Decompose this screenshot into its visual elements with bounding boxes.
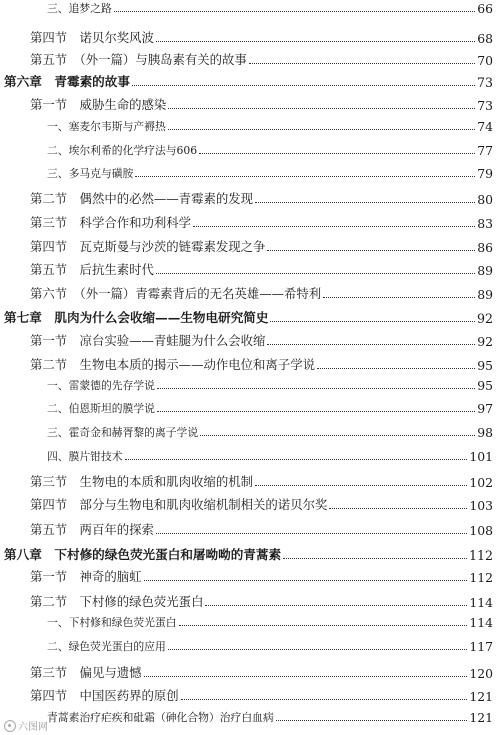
toc-page-number: 114 [469, 615, 493, 630]
toc-entry-sub[interactable] [0, 639, 501, 654]
dot-leader [255, 485, 467, 486]
toc-entry-section[interactable] [0, 355, 501, 373]
toc-page-number: 77 [477, 143, 493, 158]
dot-leader [329, 508, 467, 509]
toc-entry-section[interactable] [0, 50, 501, 68]
toc-page-number: 95 [477, 378, 493, 393]
dot-leader [156, 273, 475, 274]
toc-entry-title: 第四节 诺贝尔奖风波 [30, 30, 154, 45]
toc-entry-title: 第一节 神奇的脑虹 [30, 569, 142, 584]
toc-entry-title: 第三节 生物电的本质和肌肉收缩的机制 [30, 474, 254, 489]
toc-page-number: 89 [477, 263, 493, 278]
toc-page-number: 120 [469, 666, 493, 681]
toc-entry-title: 三、追梦之路 [47, 2, 112, 15]
dot-leader [267, 344, 475, 345]
toc-page-number: 95 [477, 358, 493, 373]
toc-entry-section[interactable] [0, 237, 501, 255]
toc-entry-sub[interactable] [0, 615, 501, 630]
toc-entry-section[interactable] [0, 567, 501, 585]
toc-entry-title: 二、埃尔利希的化学疗法与606 [47, 144, 198, 157]
toc-page-number: 74 [477, 119, 493, 134]
toc-entry-title: 第三节 偏见与遗憾 [30, 665, 142, 680]
toc-entry-title: 二、绿色荧光蛋白的应用 [47, 640, 166, 653]
toc-entry-title: 第八章 下村修的绿色荧光蛋白和屠呦呦的青蒿素 [4, 547, 282, 562]
toc-entry-chapter[interactable] [0, 307, 501, 326]
dot-leader [144, 676, 468, 677]
toc-entry-sub[interactable] [0, 166, 501, 181]
toc-entry-title: 第五节 两百年的探索 [30, 522, 154, 537]
toc-entry-section[interactable] [0, 495, 501, 513]
dot-leader [168, 108, 475, 109]
toc-entry-title: 青蒿素治疗疟疾和砒霜（砷化合物）治疗白血病 [47, 711, 274, 724]
toc-page-number: 92 [477, 334, 493, 349]
toc-page-number: 108 [469, 523, 493, 538]
dot-leader [156, 533, 467, 534]
toc-page-number: 97 [477, 401, 493, 416]
toc-entry-title: 第二节 下村修的绿色荧光蛋白 [30, 594, 204, 609]
dot-leader [205, 605, 467, 606]
dot-leader [267, 250, 475, 251]
toc-entry-sub[interactable] [0, 378, 501, 393]
toc-entry-section[interactable] [0, 95, 501, 113]
dot-leader [181, 699, 468, 700]
toc-entry-chapter[interactable] [0, 544, 501, 563]
dot-leader [283, 558, 467, 559]
dot-leader [249, 63, 475, 64]
dot-leader [276, 720, 468, 721]
toc-page-number: 102 [469, 475, 493, 490]
dot-leader [199, 153, 475, 154]
toc-entry-chapter[interactable] [0, 71, 501, 90]
dot-leader [135, 176, 475, 177]
toc-entry-title: 二、伯恩斯坦的膜学说 [47, 402, 155, 415]
toc-page-number: 86 [477, 240, 493, 255]
toc-page-number: 114 [469, 595, 493, 610]
toc-page-number: 98 [477, 425, 493, 440]
dot-leader [156, 41, 475, 42]
toc-entry-title: 第一节 威胁生命的感染 [30, 97, 167, 112]
toc-page-number: 80 [477, 192, 493, 207]
dot-leader [179, 625, 468, 626]
toc-page-number: 117 [469, 639, 493, 654]
toc-entry-section[interactable] [0, 213, 501, 231]
watermark-text: 六图网 [18, 722, 48, 733]
toc-entry-title: 四、膜片钳技术 [47, 450, 123, 463]
toc-entry-section[interactable] [0, 331, 501, 349]
dot-leader [255, 202, 475, 203]
toc-entry-title: 第六节 （外一篇）青霉素背后的无名英雄——希特利 [30, 286, 322, 301]
toc-entry-title: 第二节 生物电本质的揭示——动作电位和离子学说 [30, 357, 315, 372]
toc-entry-sub[interactable] [0, 1, 501, 16]
toc-entry-title: 第一节 凉台实验——青蛙腿为什么会收缩 [30, 333, 266, 348]
toc-entry-title: 第五节 （外一篇）与胰岛素有关的故事 [30, 52, 247, 67]
toc-page-number: 73 [476, 75, 493, 90]
dot-leader [157, 411, 475, 412]
toc-entry-sub[interactable] [0, 401, 501, 416]
dot-leader [200, 435, 475, 436]
toc-page-number: 89 [477, 287, 493, 302]
dot-leader [168, 649, 468, 650]
toc-page-number: 68 [477, 31, 493, 46]
toc-page-number: 103 [469, 498, 493, 513]
toc-entry-title: 第四节 部分与生物电和肌肉收缩机制相关的诺贝尔奖 [30, 497, 328, 512]
dot-leader [144, 580, 468, 581]
dot-leader [114, 11, 475, 12]
dot-leader [132, 85, 475, 86]
toc-entry-title: 一、塞麦尔韦斯与产褥热 [47, 120, 166, 133]
toc-page-number: 92 [476, 311, 493, 326]
toc-entry-section[interactable] [0, 189, 501, 207]
toc-entry-title: 三、多马克与磺胺 [47, 167, 134, 180]
toc-page-number: 79 [477, 166, 493, 181]
toc-entry-section[interactable] [0, 686, 501, 704]
toc-entry-title: 三、霍奇金和赫胥黎的离子学说 [47, 426, 199, 439]
toc-entry-section[interactable] [0, 284, 501, 302]
toc-page-number: 83 [477, 216, 493, 231]
toc-entry-section[interactable] [0, 260, 501, 278]
toc-page-number: 112 [469, 570, 493, 585]
toc-entry-title: 第二节 偶然中的必然——青霉素的发现 [30, 191, 254, 206]
dot-leader [168, 129, 475, 130]
toc-entry-sub[interactable] [0, 710, 501, 725]
toc-entry-title: 第四节 瓦克斯曼与沙茨的链霉素发现之争 [30, 239, 266, 254]
toc-page-number: 121 [469, 710, 493, 725]
toc-page-number: 121 [469, 689, 493, 704]
watermark-logo-icon [4, 720, 16, 732]
toc-page-number: 112 [468, 548, 493, 563]
toc-entry-title: 第六章 青霉素的故事 [4, 74, 130, 89]
dot-leader [270, 321, 475, 322]
toc-entry-title: 第七章 肌肉为什么会收缩——生物电研究简史 [4, 310, 269, 325]
dot-leader [157, 388, 475, 389]
toc-entry-section[interactable] [0, 472, 501, 490]
toc-entry-sub[interactable] [0, 119, 501, 134]
toc-page-number: 70 [477, 53, 493, 68]
toc-entry-sub[interactable] [0, 449, 501, 464]
toc-entry-title: 一、雷蒙德的先存学说 [47, 379, 155, 392]
toc-entry-title: 第三节 科学合作和功利科学 [30, 215, 192, 230]
toc-page-number: 101 [469, 449, 493, 464]
dot-leader [193, 226, 475, 227]
toc-page-number: 66 [477, 1, 493, 16]
toc-entry-section[interactable] [0, 28, 501, 46]
dot-leader [317, 368, 475, 369]
dot-leader [125, 459, 468, 460]
toc-entry-sub[interactable] [0, 425, 501, 440]
toc-entry-section[interactable] [0, 592, 501, 610]
toc-entry-title: 一、下村修和绿色荧光蛋白 [47, 616, 177, 629]
toc-page-number: 73 [477, 98, 493, 113]
toc-entry-section[interactable] [0, 520, 501, 538]
toc-entry-title: 第四节 中国医药界的原创 [30, 688, 179, 703]
toc-entry-section[interactable] [0, 663, 501, 681]
toc-entry-title: 第五节 后抗生素时代 [30, 262, 154, 277]
dot-leader [323, 297, 475, 298]
watermark [4, 718, 48, 733]
toc-entry-sub[interactable] [0, 143, 501, 158]
